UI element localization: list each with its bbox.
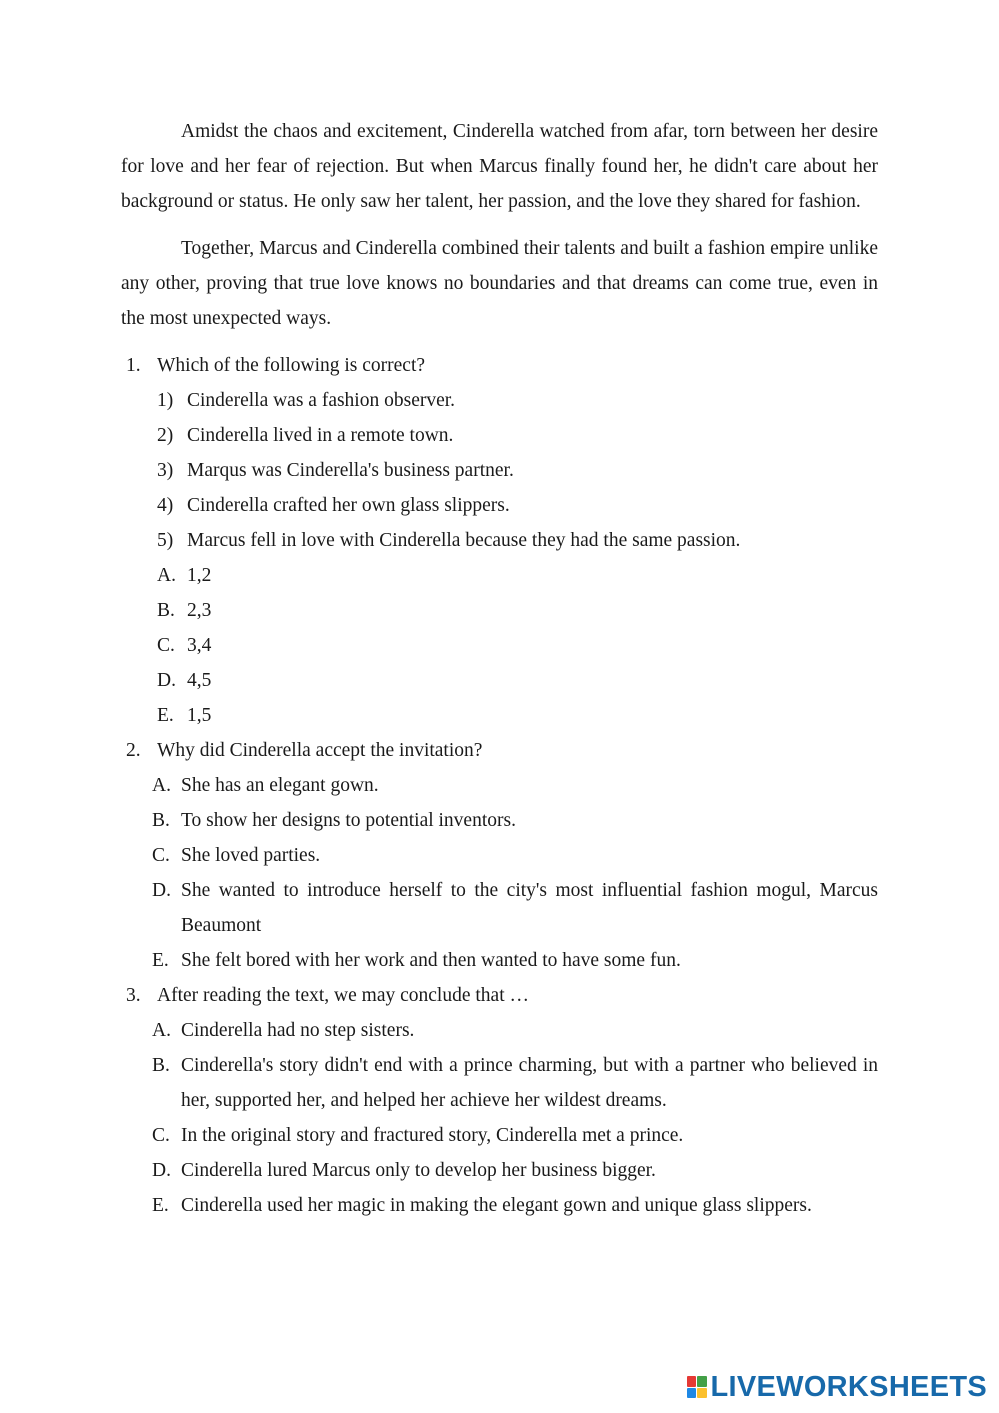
q2-option-d[interactable]	[152, 873, 878, 943]
statement-number: 3)	[157, 460, 174, 481]
question-1	[126, 348, 878, 383]
liveworksheets-logo-text: LIVEWORKSHEETS	[710, 1370, 987, 1403]
option-text: She loved parties.	[181, 845, 321, 866]
worksheet-page	[121, 114, 878, 1223]
option-letter: E.	[152, 1195, 169, 1216]
statement-text: Cinderella lived in a remote town.	[187, 425, 454, 446]
q1-statement-4	[157, 488, 878, 523]
question-3-text: After reading the text, we may conclude that …	[157, 985, 529, 1006]
q1-statement-5	[157, 523, 878, 558]
liveworksheets-logo-icon	[687, 1376, 707, 1398]
q3-option-e[interactable]	[152, 1188, 878, 1223]
question-2	[126, 733, 878, 768]
option-text: Cinderella lured Marcus only to develop her business bigger.	[181, 1160, 656, 1181]
q2-option-a[interactable]	[152, 768, 878, 803]
passage-paragraph-1: Amidst the chaos and excitement, Cinderella watched from afar, torn between her desire for love and her fear of rejection. But when Marcus finally found her, he didn't care about her background or status. He only saw her talent, her passion, and the love they shared for fashion.	[121, 121, 878, 212]
option-text: Cinderella used her magic in making the elegant gown and unique glass slippers.	[181, 1195, 812, 1216]
option-text: 1,2	[187, 565, 212, 586]
statement-text: Marcus fell in love with Cinderella because they had the same passion.	[187, 530, 741, 551]
option-letter: A.	[157, 565, 176, 586]
question-3	[126, 978, 878, 1013]
q1-statement-1	[157, 383, 878, 418]
option-text: Cinderella had no step sisters.	[181, 1020, 415, 1041]
option-text: To show her designs to potential inventors.	[181, 810, 516, 831]
q2-option-c[interactable]	[152, 838, 878, 873]
q1-statement-2	[157, 418, 878, 453]
q3-option-b[interactable]	[152, 1048, 878, 1118]
question-2-number: 2.	[126, 740, 141, 761]
q2-option-e[interactable]	[152, 943, 878, 978]
option-letter: B.	[152, 1055, 170, 1076]
q2-option-b[interactable]	[152, 803, 878, 838]
question-1-text: Which of the following is correct?	[157, 355, 426, 376]
option-letter: C.	[157, 635, 175, 656]
q1-option-a[interactable]	[157, 558, 878, 593]
option-letter: C.	[152, 1125, 170, 1146]
statement-number: 1)	[157, 390, 174, 411]
option-text: She felt bored with her work and then wanted to have some fun.	[181, 950, 681, 971]
option-letter: A.	[152, 775, 171, 796]
statement-text: Cinderella was a fashion observer.	[187, 390, 456, 411]
question-2-text: Why did Cinderella accept the invitation?	[157, 740, 483, 761]
option-text: Cinderella's story didn't end with a prince charming, but with a partner who believed in her, supported her, and helped her achieve her wildest dreams.	[181, 1055, 878, 1111]
statement-number: 4)	[157, 495, 174, 516]
option-letter: D.	[152, 1160, 171, 1181]
option-text: She has an elegant gown.	[181, 775, 379, 796]
option-letter: B.	[152, 810, 170, 831]
option-text: 3,4	[187, 635, 212, 656]
option-letter: B.	[157, 600, 175, 621]
q1-statement-3	[157, 453, 878, 488]
option-text: She wanted to introduce herself to the city's most influential fashion mogul, Marcus Beaumont	[181, 880, 878, 936]
question-3-number: 3.	[126, 985, 141, 1006]
q3-option-c[interactable]	[152, 1118, 878, 1153]
liveworksheets-logo	[687, 1371, 988, 1403]
option-letter: E.	[152, 950, 169, 971]
q1-option-e[interactable]	[157, 698, 878, 733]
q1-option-d[interactable]	[157, 663, 878, 698]
option-text: 2,3	[187, 600, 212, 621]
statement-text: Cinderella crafted her own glass slippers.	[187, 495, 510, 516]
q1-option-c[interactable]	[157, 628, 878, 663]
option-text: 4,5	[187, 670, 212, 691]
option-letter: D.	[157, 670, 176, 691]
option-text: In the original story and fractured story, Cinderella met a prince.	[181, 1125, 684, 1146]
option-text: 1,5	[187, 705, 212, 726]
statement-number: 5)	[157, 530, 174, 551]
option-letter: D.	[152, 880, 171, 901]
option-letter: E.	[157, 705, 174, 726]
option-letter: C.	[152, 845, 170, 866]
q3-option-d[interactable]	[152, 1153, 878, 1188]
option-letter: A.	[152, 1020, 171, 1041]
statement-number: 2)	[157, 425, 174, 446]
passage-paragraph-2: Together, Marcus and Cinderella combined their talents and built a fashion empire unlike any other, proving that true love knows no boundaries and that dreams can come true, even in the most unexpected ways.	[121, 238, 878, 329]
q3-option-a[interactable]	[152, 1013, 878, 1048]
q1-option-b[interactable]	[157, 593, 878, 628]
statement-text: Marqus was Cinderella's business partner.	[187, 460, 514, 481]
question-1-number: 1.	[126, 355, 141, 376]
